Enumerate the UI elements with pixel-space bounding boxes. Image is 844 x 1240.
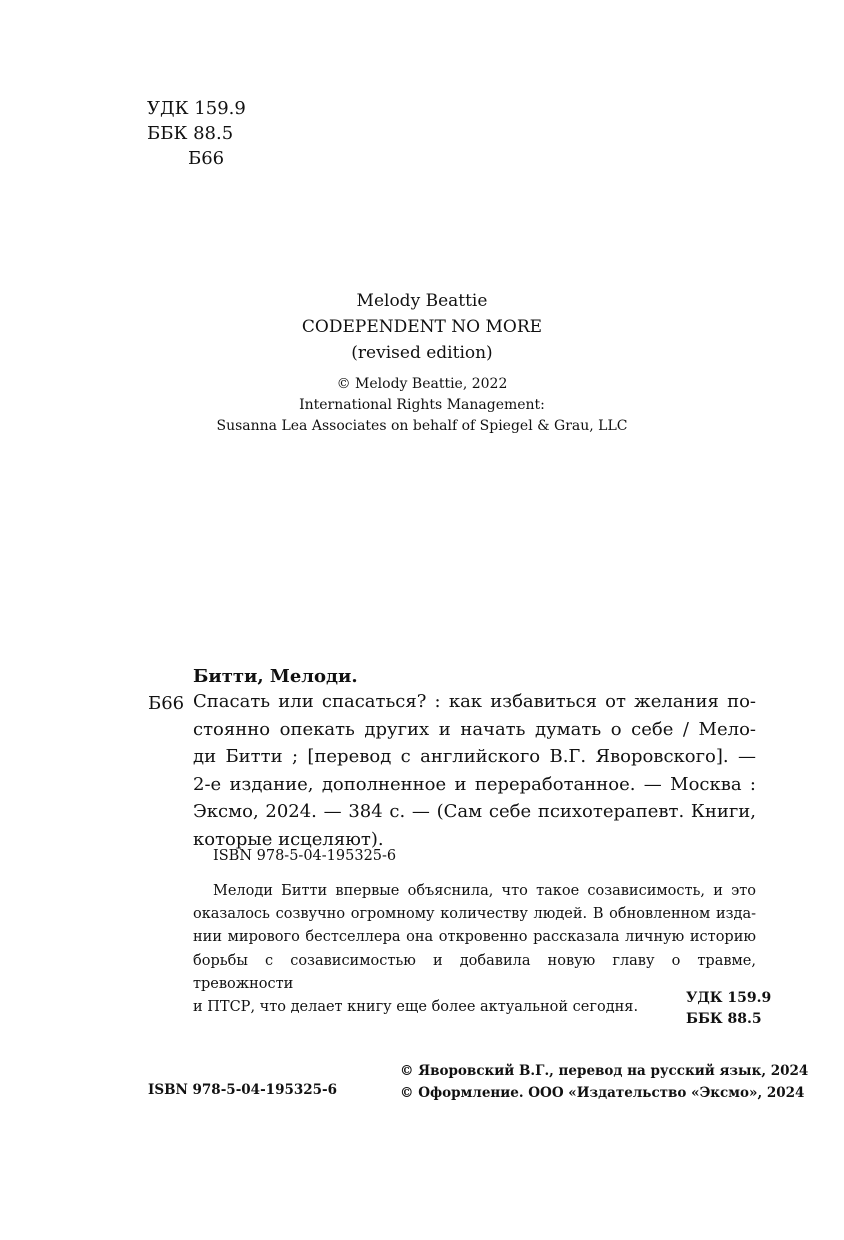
annotation-line: оказалось созвучно огромному количеству людей. В обновленном изда- (193, 906, 756, 923)
description-line: которые исцеляют). (193, 828, 384, 850)
annotation-line: Мелоди Битти впервые объяснила, что такое созависимость, и это (213, 883, 756, 899)
entry-heading: Битти, Мелоди. (193, 666, 358, 687)
description-line: 2-е издание, дополненное и переработанное. — Москва : (193, 773, 756, 795)
original-author: Melody Beattie (356, 291, 488, 311)
entry-isbn: ISBN 978-5-04-195325-6 (213, 848, 397, 864)
annotation-line: и ПТСР, что делает книгу еще более актуальной сегодня. (193, 999, 639, 1016)
description-line: Эксмо, 2024. — 384 с. — (Сам себе психотерапевт. Книги, (193, 801, 756, 822)
original-edition (0, 288, 844, 366)
entry-author-sign: Б66 (148, 693, 185, 714)
annotation-line: борьбы с созависимостью и добавила новую главу о травме, тревожности (193, 952, 756, 992)
classification-bottom (686, 988, 771, 1030)
translation-copyright: © Яворовский В.Г., перевод на русский язык, 2024 (400, 1063, 809, 1079)
rights-management-label: International Rights Management: (299, 397, 545, 413)
original-copyright: © Melody Beattie, 2022 (336, 376, 508, 392)
isbn-bottom: ISBN 978-5-04-195325-6 (148, 1082, 338, 1098)
annotation (193, 880, 756, 1019)
description-line: стоянно опекать других и начать думать о себе / Мело- (193, 718, 756, 740)
original-title: CODEPENDENT NO MORE (301, 317, 543, 337)
bibliographic-description (193, 688, 756, 853)
author-sign-top: Б66 (188, 148, 225, 169)
bbk-code-top: ББК 88.5 (147, 123, 234, 144)
copyright-block (400, 1060, 808, 1104)
original-edition-note: (revised edition) (351, 343, 493, 363)
bbk-code-bottom: ББК 88.5 (686, 1011, 762, 1027)
design-copyright: © Оформление. ООО «Издательство «Эксмо», 2024 (400, 1085, 805, 1101)
rights-block (0, 374, 844, 437)
description-line: Спасать или спасаться? : как избавиться от желания по- (193, 691, 756, 712)
annotation-line: нии мирового бестселлера она откровенно рассказала личную историю (193, 929, 756, 946)
udk-code-bottom: УДК 159.9 (686, 990, 772, 1006)
rights-agency: Susanna Lea Associates on behalf of Spiegel & Grau, LLC (216, 418, 628, 434)
udk-code-top: УДК 159.9 (147, 98, 246, 119)
description-line: ди Битти ; [перевод с английского В.Г. Яворовского]. — (193, 746, 756, 767)
